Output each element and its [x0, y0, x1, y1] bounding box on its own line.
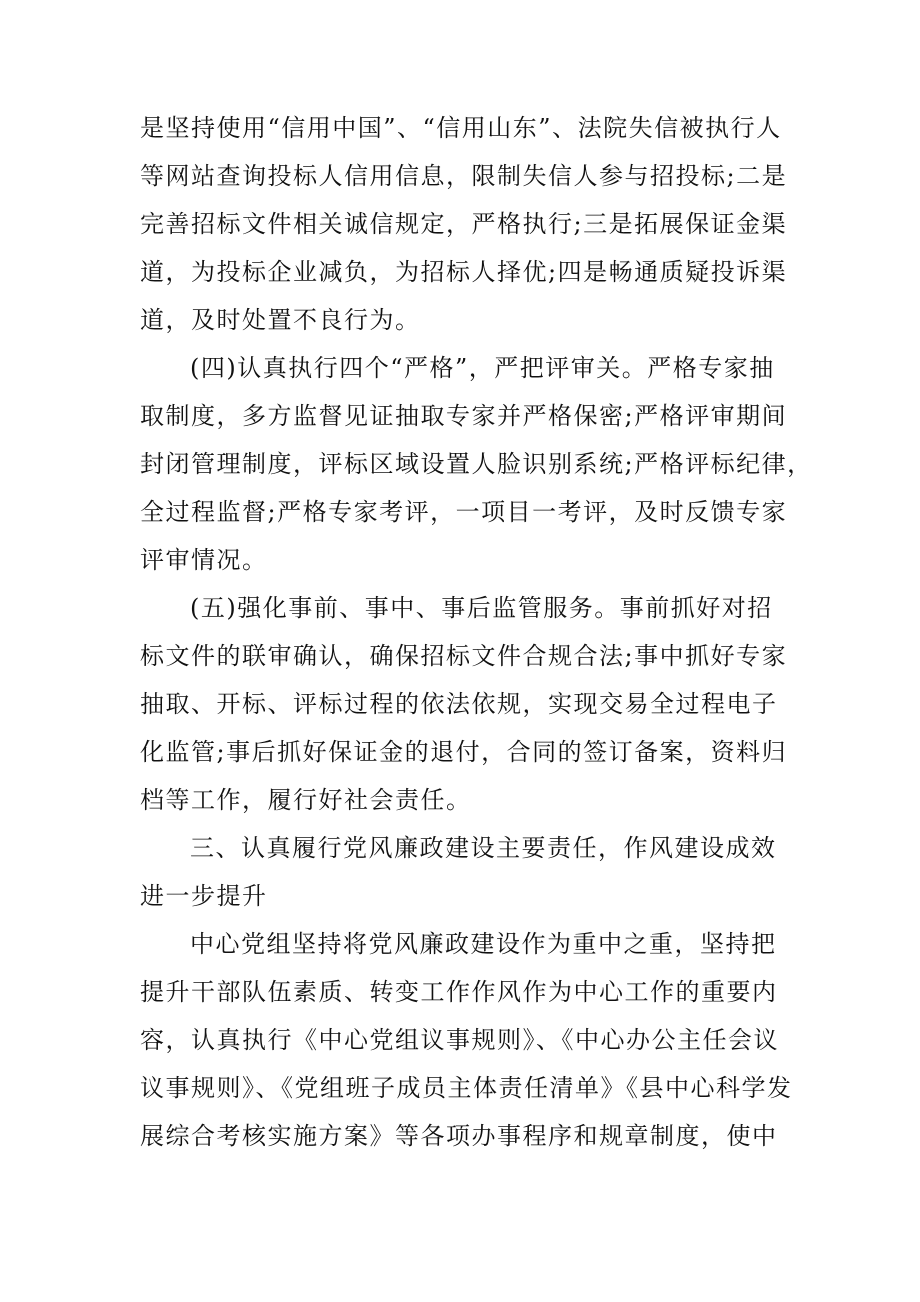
text-line: 提升干部队伍素质、转变工作作风作为中心工作的重要内 [140, 978, 778, 1006]
text-line: 全过程监督;严格专家考评，一项目一考评，及时反馈专家 [140, 498, 788, 526]
text-line: 是坚持使用“信用中国”、“信用山东”、法院失信被执行人 [140, 114, 782, 142]
text-line: 议事规则》、《党组班子成员主体责任清单》《县中心科学发 [140, 1074, 793, 1102]
text-line: 封闭管理制度，评标区域设置人脸识别系统;严格评标纪律， [140, 450, 813, 478]
text-line: 道，及时处置不良行为。 [140, 306, 421, 334]
section-heading-three: 三、认真履行党风廉政建设主要责任，作风建设成效 [190, 834, 777, 862]
text-line: 抽取、开标、评标过程的依法依规，实现交易全过程电子 [140, 690, 778, 718]
paragraph-heading-five: (五)强化事前、事中、事后监管服务。事前抓好对招 [190, 594, 773, 622]
text-line: 档等工作，履行好社会责任。 [140, 786, 472, 814]
text-line: 标文件的联审确认，确保招标文件合规合法;事中抓好专家 [140, 642, 788, 670]
section-heading-continuation: 进一步提升 [140, 882, 268, 910]
paragraph-start: 中心党组坚持将党风廉政建设作为重中之重，坚持把 [190, 930, 777, 958]
text-line: 道，为投标企业减负，为招标人择优;四是畅通质疑投诉渠 [140, 258, 788, 286]
text-line: 取制度，多方监督见证抽取专家并严格保密;严格评审期间 [140, 402, 788, 430]
text-line: 展综合考核实施方案》等各项办事程序和规章制度，使中 [140, 1122, 778, 1150]
text-line: 等网站查询投标人信用信息，限制失信人参与招投标;二是 [140, 162, 788, 190]
text-line: 完善招标文件相关诚信规定，严格执行;三是拓展保证金渠 [140, 210, 788, 238]
text-line: 容，认真执行《中心党组议事规则》、《中心办公主任会议 [140, 1026, 779, 1054]
text-line: 化监管;事后抓好保证金的退付，合同的签订备案，资料归 [140, 738, 788, 766]
text-line: 评审情况。 [140, 546, 268, 574]
paragraph-heading-four: (四)认真执行四个“严格”，严把评审关。严格专家抽 [190, 354, 775, 382]
